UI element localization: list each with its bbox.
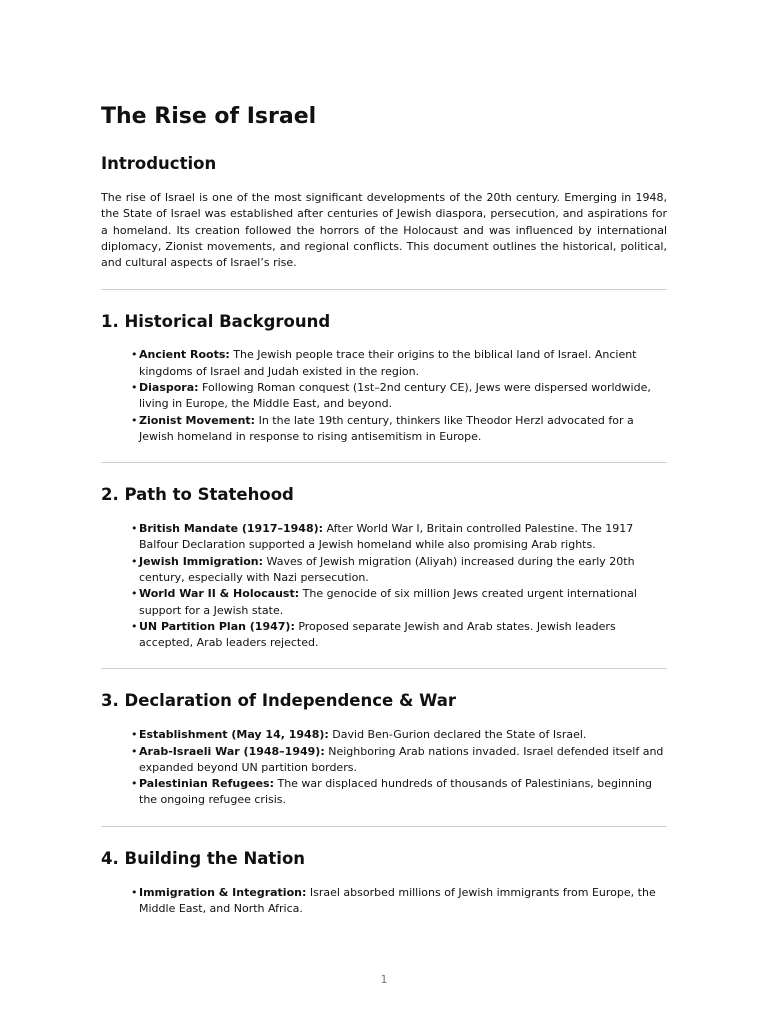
- intro-paragraph: The rise of Israel is one of the most significant developments of the 20th century. Emerging in 1948, the State of Israel was established after centuries of Jewish diaspora, persecution, and aspirations for a homeland. Its creation followed the horrors of the Holocaust and was influenced by international diplomacy, Zionist movements, and regional conflicts. This document outlines the historical, political, and cultural aspects of Israel’s rise.: [101, 191, 667, 270]
- item-term: Establishment (May 14, 1948):: [139, 728, 329, 742]
- item-text: Proposed separate Jewish and Arab states. Jewish leaders accepted, Arab leaders rejected.: [139, 619, 616, 650]
- bullet-list-historical-background: [101, 347, 667, 445]
- bullet-list-declaration-of-independence: [101, 727, 667, 808]
- item-term: Arab-Israeli War (1948–1949):: [139, 744, 325, 758]
- item-text: David Ben-Gurion declared the State of Israel.: [328, 728, 587, 742]
- list-item: [131, 586, 667, 619]
- section-heading-historical-background: 1. Historical Background: [101, 311, 331, 331]
- document-content: [101, 104, 667, 934]
- list-item: [131, 554, 667, 587]
- bullet-list-path-to-statehood: [101, 521, 667, 651]
- item-term: Diaspora:: [139, 381, 199, 395]
- section-divider: [101, 289, 667, 290]
- item-term: World War II & Holocaust:: [139, 587, 300, 601]
- item-term: Palestinian Refugees:: [139, 777, 274, 791]
- list-item: [131, 776, 667, 809]
- document-title: The Rise of Israel: [101, 104, 317, 129]
- intro-heading: Introduction: [101, 154, 217, 174]
- item-term: UN Partition Plan (1947):: [139, 619, 295, 633]
- list-item: [131, 727, 667, 743]
- item-text: In the late 19th century, thinkers like Theodor Herzl advocated for a Jewish homeland in response to rising antisemitism in Europe.: [139, 413, 634, 443]
- list-item: [131, 744, 667, 777]
- item-term: Zionist Movement:: [139, 413, 256, 427]
- item-text: Neighboring Arab nations invaded. Israel defended itself and expanded beyond UN partition borders.: [139, 744, 664, 774]
- item-text: Following Roman conquest (1st–2nd century CE), Jews were dispersed worldwide, living in Europe, the Middle East, and beyond.: [139, 381, 651, 411]
- bullet-list-building-the-nation: [101, 885, 667, 918]
- item-term: Ancient Roots:: [139, 348, 230, 362]
- list-item: [131, 521, 667, 554]
- section-heading-path-to-statehood: 2. Path to Statehood: [101, 485, 294, 505]
- list-item: [131, 380, 667, 413]
- item-text: After World War I, Britain controlled Palestine. The 1917 Balfour Declaration supported a Jewish homeland while also promising Arab rights.: [139, 522, 634, 552]
- item-text: Israel absorbed millions of Jewish immigrants from Europe, the Middle East, and North Africa.: [139, 885, 656, 915]
- list-item: [131, 413, 667, 446]
- section-divider: [101, 826, 667, 827]
- item-text: The Jewish people trace their origins to the biblical land of Israel. Ancient kingdoms of Israel and Judah existed in the region.: [139, 348, 637, 378]
- list-item: [131, 347, 667, 380]
- item-term: Immigration & Integration:: [139, 885, 307, 899]
- item-text: The war displaced hundreds of thousands of Palestinians, beginning the ongoing refugee crisis.: [139, 777, 653, 807]
- list-item: [131, 619, 667, 652]
- page-number: 1: [380, 973, 388, 986]
- section-divider: [101, 462, 667, 463]
- item-term: British Mandate (1917–1948):: [139, 522, 324, 536]
- item-text: Waves of Jewish migration (Aliyah) increased during the early 20th century, especially with Nazi persecution.: [139, 554, 635, 584]
- section-heading-declaration-of-independence: 3. Declaration of Independence & War: [101, 691, 456, 711]
- item-text: The genocide of six million Jews created urgent international support for a Jewish state.: [139, 587, 637, 617]
- item-term: Jewish Immigration:: [139, 554, 264, 568]
- section-heading-building-the-nation: 4. Building the Nation: [101, 848, 306, 868]
- section-divider: [101, 668, 667, 669]
- list-item: [131, 885, 667, 918]
